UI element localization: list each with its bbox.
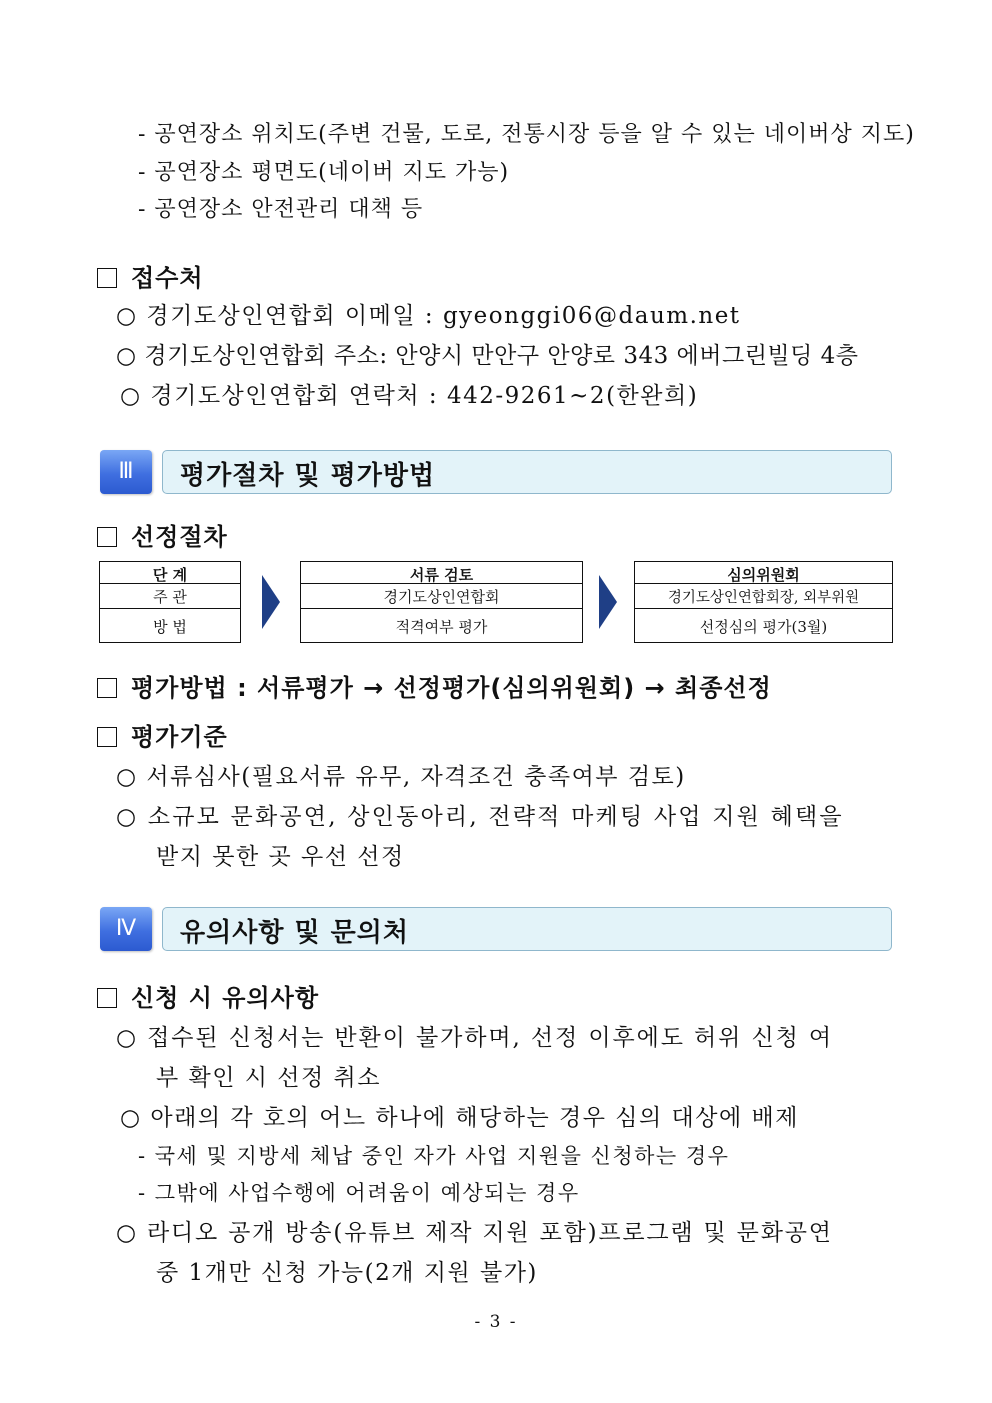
criteria-item: ○ 소규모 문화공연, 상인동아리, 전략적 마케팅 사업 지원 혜택을: [116, 804, 844, 830]
notice-subitem: - 국세 및 지방세 체납 중인 자가 사업 지원을 신청하는 경우: [138, 1144, 730, 1168]
step-host: 경기도상인연합회: [383, 588, 500, 606]
notice-subitem: - 그밖에 사업수행에 어려움이 예상되는 경우: [138, 1181, 580, 1205]
checkbox-icon: [97, 527, 117, 547]
checkbox-icon: [97, 988, 117, 1008]
evaluation-criteria-heading: 평가기준: [97, 717, 228, 752]
notice-item: ○ 아래의 각 호의 어느 하나에 해당하는 경우 심의 대상에 배제: [120, 1105, 799, 1131]
criteria-item: ○ 서류심사(필요서류 유무, 자격조건 충족여부 검토): [116, 764, 686, 790]
flow-arrow-icon: [262, 575, 280, 629]
location-map-item: - 공연장소 위치도(주변 건물, 도로, 전통시장 등을 알 수 있는 네이버상 지도): [138, 122, 915, 147]
step-title: 서류 검토: [409, 566, 474, 584]
selection-heading: 선정절차: [97, 517, 228, 552]
flow-row-method: 방 법: [153, 618, 187, 636]
safety-plan-item: - 공연장소 안전관리 대책 등: [138, 197, 424, 222]
reception-address: ○ 경기도상인연합회 주소: 안양시 만안구 안양로 343 에버그린빌딩 4층: [116, 343, 859, 369]
flow-row-stage: 단 계: [152, 566, 188, 584]
page-number: - 3 -: [474, 1312, 518, 1332]
flow-row-host: 주 관: [153, 588, 187, 606]
step-title: 심의위원회: [727, 566, 800, 584]
reception-email: ○ 경기도상인연합회 이메일 : gyeonggi06@daum.net: [116, 303, 741, 329]
step-method: 선정심의 평가(3월): [699, 618, 828, 636]
flow-step-document-review: [300, 561, 583, 643]
checkbox-icon: [97, 678, 117, 698]
section-number-badge: Ⅲ: [100, 450, 152, 494]
flow-arrow-icon: [599, 575, 617, 629]
section-title: 유의사항 및 문의처: [180, 918, 410, 948]
section-title: 평가절차 및 평가방법: [180, 461, 436, 491]
flow-step-committee: [634, 561, 893, 643]
flow-label-column: [99, 561, 241, 643]
step-method: 적격여부 평가: [395, 618, 488, 636]
notice-item-continued: 중 1개만 신청 가능(2개 지원 불가): [156, 1260, 538, 1286]
reception-contact: ○ 경기도상인연합회 연락처 : 442-9261~2(한완희): [120, 383, 699, 409]
step-host: 경기도상인연합회장, 외부위원: [667, 590, 860, 606]
notice-heading: 신청 시 유의사항: [97, 978, 319, 1013]
notice-item-continued: 부 확인 시 선정 취소: [156, 1065, 381, 1091]
section-number-badge: Ⅳ: [100, 907, 152, 951]
checkbox-icon: [97, 268, 117, 288]
notice-item: ○ 라디오 공개 방송(유튜브 제작 지원 포함)프로그램 및 문화공연: [116, 1220, 833, 1246]
evaluation-method-heading: 평가방법 : 서류평가 → 선정평가(심의위원회) → 최종선정: [97, 668, 772, 703]
checkbox-icon: [97, 727, 117, 747]
floor-plan-item: - 공연장소 평면도(네이버 지도 가능): [138, 160, 510, 185]
reception-heading: 접수처: [97, 258, 204, 293]
notice-item: ○ 접수된 신청서는 반환이 불가하며, 선정 이후에도 허위 신청 여: [116, 1025, 834, 1051]
criteria-item-continued: 받지 못한 곳 우선 선정: [156, 844, 405, 870]
